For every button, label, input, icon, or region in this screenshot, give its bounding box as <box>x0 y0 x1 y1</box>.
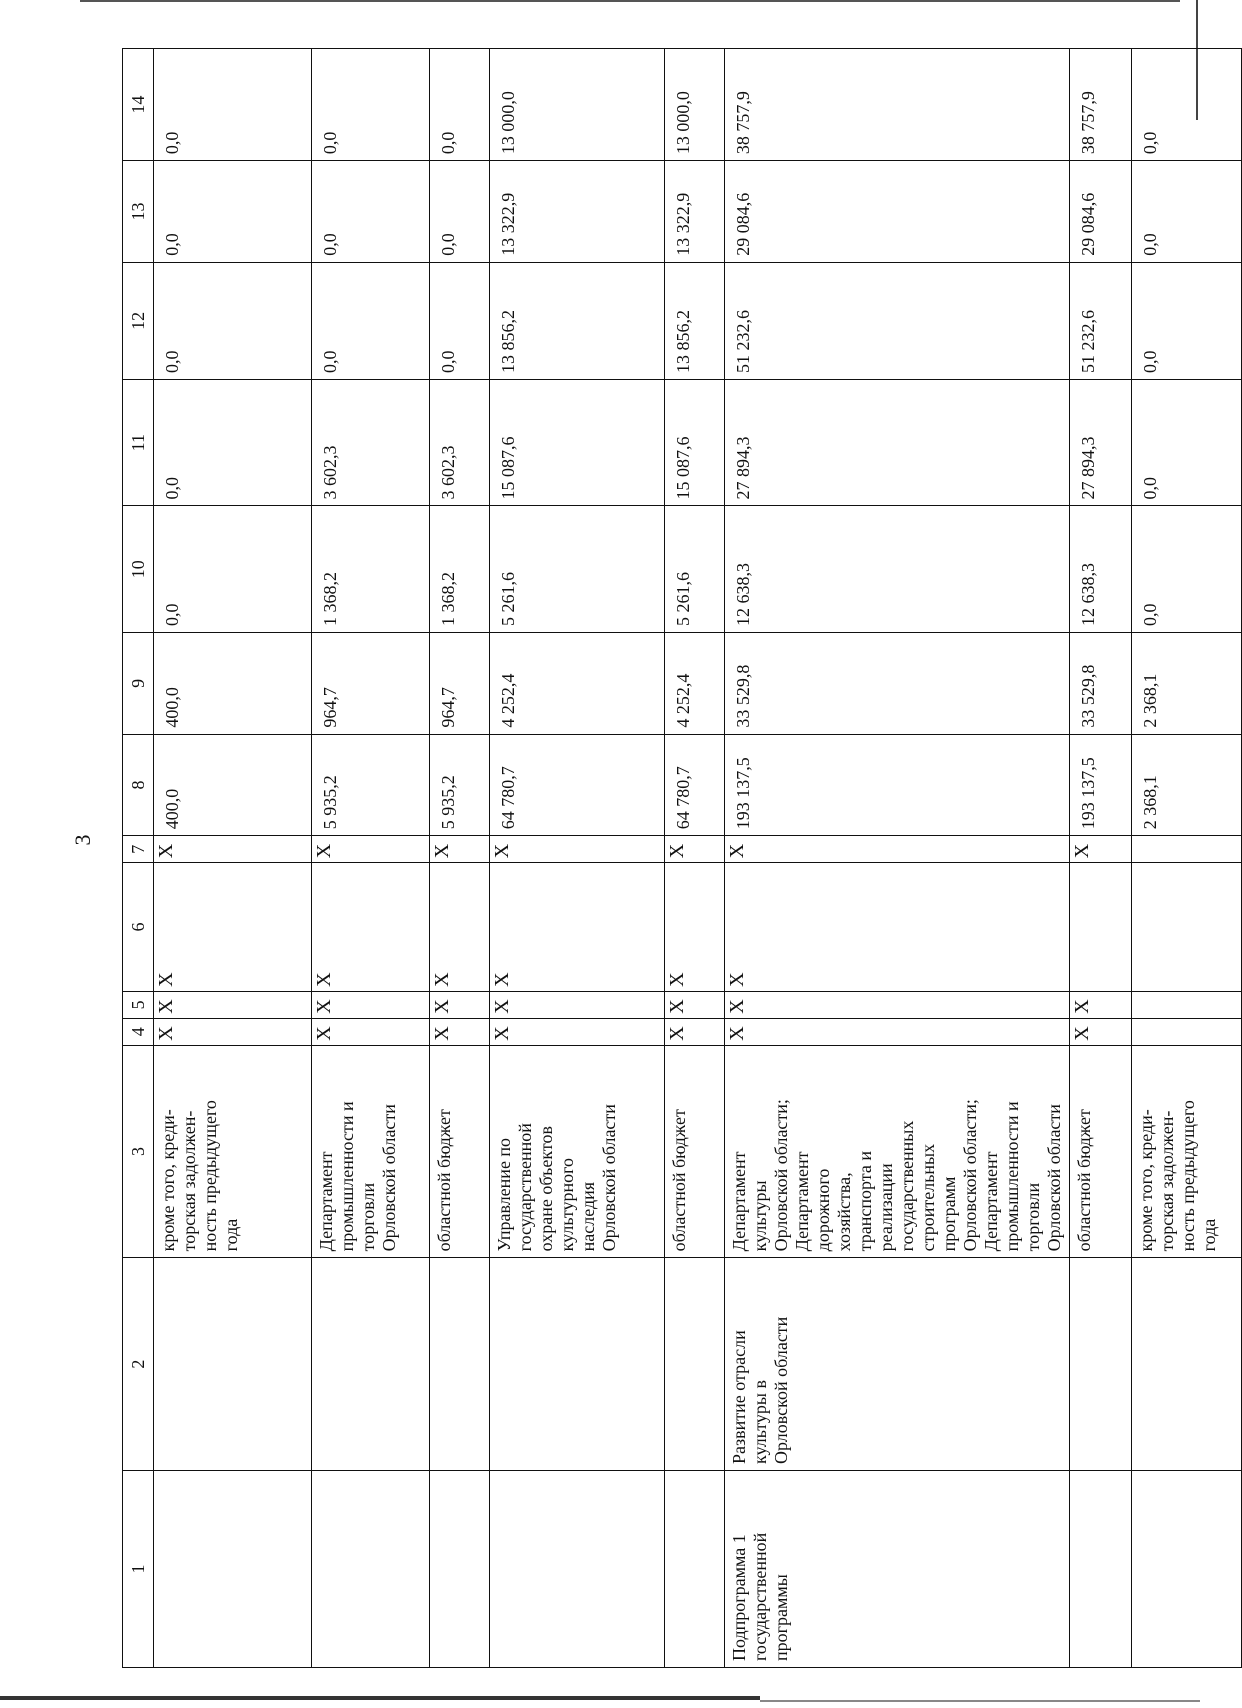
table-cell-col-8: 5 935,2 <box>312 734 430 836</box>
table-cell-col-5: X <box>725 991 1070 1018</box>
table-cell-col-5 <box>1132 991 1242 1018</box>
table-cell-col-4: X <box>312 1018 430 1045</box>
table-cell-col-6: X <box>665 863 725 992</box>
column-header-4: 4 <box>123 1018 154 1045</box>
table-cell-col-9: 33 529,8 <box>725 633 1070 735</box>
column-header-13: 13 <box>123 161 154 263</box>
table-cell-col-1 <box>430 1470 490 1667</box>
table-cell-col-10: 12 638,3 <box>1070 506 1132 633</box>
column-header-14: 14 <box>123 49 154 161</box>
column-header-8: 8 <box>123 734 154 836</box>
table-cell-col-3: Департамент культуры Орловской области; Департамент дорожного хозяйства, транспорта и реализации государственных строительных программ Орловской области; Департамент промышленности и торговли Орловской области <box>725 1045 1070 1258</box>
table-cell-col-2 <box>154 1258 312 1471</box>
table-cell-col-1 <box>1070 1470 1132 1667</box>
table-cell-col-6: X <box>490 863 665 992</box>
table-cell-col-6: X <box>154 863 312 992</box>
table-cell-col-7 <box>1132 836 1242 863</box>
table-cell-col-8: 64 780,7 <box>490 734 665 836</box>
page-number: 3 <box>70 834 95 846</box>
table-cell-col-5: X <box>154 991 312 1018</box>
table-cell-col-13: 0,0 <box>430 161 490 263</box>
table-row <box>725 49 1070 1668</box>
table-cell-col-2 <box>430 1258 490 1471</box>
table-cell-col-13: 29 084,6 <box>1070 161 1132 263</box>
table-cell-col-11: 15 087,6 <box>665 379 725 506</box>
column-header-11: 11 <box>123 379 154 506</box>
table-cell-col-8: 64 780,7 <box>665 734 725 836</box>
table-cell-col-14: 13 000,0 <box>665 49 725 161</box>
table-cell-col-3: областной бюджет <box>430 1045 490 1258</box>
table-row <box>1070 49 1132 1668</box>
table-cell-col-1 <box>312 1470 430 1667</box>
table-cell-col-3: кроме того, креди- торская задолжен- ность предыдущего года <box>154 1045 312 1258</box>
table-cell-col-10: 1 368,2 <box>312 506 430 633</box>
table-cell-col-13: 29 084,6 <box>725 161 1070 263</box>
table-cell-col-13: 0,0 <box>312 161 430 263</box>
table-cell-col-8: 400,0 <box>154 734 312 836</box>
table-cell-col-2 <box>490 1258 665 1471</box>
table-cell-col-10: 5 261,6 <box>490 506 665 633</box>
table-cell-col-11: 0,0 <box>1132 379 1242 506</box>
column-header-10: 10 <box>123 506 154 633</box>
table-cell-col-4: X <box>154 1018 312 1045</box>
column-header-12: 12 <box>123 262 154 379</box>
table-cell-col-8: 193 137,5 <box>1070 734 1132 836</box>
column-header-6: 6 <box>123 863 154 992</box>
table-cell-col-4: X <box>665 1018 725 1045</box>
table-cell-col-9: 4 252,4 <box>490 633 665 735</box>
table-row <box>154 49 312 1668</box>
table-cell-col-14: 0,0 <box>312 49 430 161</box>
table-cell-col-12: 13 856,2 <box>665 262 725 379</box>
table-header-row <box>123 49 154 1668</box>
table-cell-col-9: 964,7 <box>430 633 490 735</box>
table-cell-col-3: областной бюджет <box>1070 1045 1132 1258</box>
table-cell-col-3: Департамент промышленности и торговли Орловской области <box>312 1045 430 1258</box>
table-cell-col-11: 27 894,3 <box>1070 379 1132 506</box>
table-cell-col-10: 12 638,3 <box>725 506 1070 633</box>
table-cell-col-13: 13 322,9 <box>665 161 725 263</box>
table-cell-col-5: X <box>665 991 725 1018</box>
table-cell-col-2 <box>312 1258 430 1471</box>
table-cell-col-9: 2 368,1 <box>1132 633 1242 735</box>
table-cell-col-5: X <box>312 991 430 1018</box>
table-cell-col-7: X <box>490 836 665 863</box>
table-cell-col-3: областной бюджет <box>665 1045 725 1258</box>
column-header-3: 3 <box>123 1045 154 1258</box>
table-cell-col-12: 51 232,6 <box>725 262 1070 379</box>
table-row <box>312 49 430 1668</box>
table-cell-col-10: 1 368,2 <box>430 506 490 633</box>
table-cell-col-6: X <box>312 863 430 992</box>
table-cell-col-14: 0,0 <box>1132 49 1242 161</box>
table-cell-col-4: X <box>430 1018 490 1045</box>
column-header-9: 9 <box>123 633 154 735</box>
table-cell-col-1 <box>665 1470 725 1667</box>
table-cell-col-2 <box>665 1258 725 1471</box>
column-header-2: 2 <box>123 1258 154 1471</box>
table-cell-col-11: 0,0 <box>154 379 312 506</box>
table-cell-col-4: X <box>490 1018 665 1045</box>
table-cell-col-11: 3 602,3 <box>312 379 430 506</box>
budget-table-wrapper <box>122 48 1219 1668</box>
column-header-1: 1 <box>123 1470 154 1667</box>
table-cell-col-12: 0,0 <box>312 262 430 379</box>
table-cell-col-4: X <box>725 1018 1070 1045</box>
table-cell-col-7: X <box>430 836 490 863</box>
table-cell-col-7: X <box>154 836 312 863</box>
table-cell-col-12: 13 856,2 <box>490 262 665 379</box>
table-cell-col-13: 13 322,9 <box>490 161 665 263</box>
table-cell-col-7: X <box>312 836 430 863</box>
table-cell-col-10: 0,0 <box>1132 506 1242 633</box>
table-cell-col-12: 51 232,6 <box>1070 262 1132 379</box>
table-cell-col-5: X <box>1070 991 1132 1018</box>
table-cell-col-9: 964,7 <box>312 633 430 735</box>
table-row <box>665 49 725 1668</box>
table-row <box>1132 49 1242 1668</box>
table-cell-col-6 <box>1070 863 1132 992</box>
table-cell-col-11: 27 894,3 <box>725 379 1070 506</box>
table-cell-col-2: Развитие отрасли культуры в Орловской области <box>725 1258 1070 1471</box>
table-cell-col-11: 15 087,6 <box>490 379 665 506</box>
table-cell-col-9: 400,0 <box>154 633 312 735</box>
table-cell-col-8: 5 935,2 <box>430 734 490 836</box>
table-cell-col-2 <box>1132 1258 1242 1471</box>
table-cell-col-14: 0,0 <box>154 49 312 161</box>
column-header-7: 7 <box>123 836 154 863</box>
scan-edge-bottom <box>0 1696 760 1700</box>
table-cell-col-6 <box>1132 863 1242 992</box>
table-row <box>490 49 665 1668</box>
table-cell-col-12: 0,0 <box>154 262 312 379</box>
table-cell-col-7: X <box>1070 836 1132 863</box>
table-cell-col-11: 3 602,3 <box>430 379 490 506</box>
table-cell-col-3: Управление по государственной охране объектов культурного наследия Орловской области <box>490 1045 665 1258</box>
table-cell-col-7: X <box>665 836 725 863</box>
table-cell-col-1: Подпрограмма 1 государственной программы <box>725 1470 1070 1667</box>
table-cell-col-2 <box>1070 1258 1132 1471</box>
table-body <box>154 49 1242 1668</box>
table-cell-col-6: X <box>725 863 1070 992</box>
table-cell-col-8: 2 368,1 <box>1132 734 1242 836</box>
table-cell-col-9: 4 252,4 <box>665 633 725 735</box>
table-cell-col-9: 33 529,8 <box>1070 633 1132 735</box>
table-cell-col-8: 193 137,5 <box>725 734 1070 836</box>
table-cell-col-13: 0,0 <box>154 161 312 263</box>
table-cell-col-14: 38 757,9 <box>1070 49 1132 161</box>
table-cell-col-14: 0,0 <box>430 49 490 161</box>
table-cell-col-12: 0,0 <box>430 262 490 379</box>
table-cell-col-1 <box>154 1470 312 1667</box>
table-row <box>430 49 490 1668</box>
table-cell-col-10: 0,0 <box>154 506 312 633</box>
budget-table <box>122 48 1242 1668</box>
table-cell-col-4 <box>1132 1018 1242 1045</box>
table-cell-col-1 <box>490 1470 665 1667</box>
table-cell-col-5: X <box>490 991 665 1018</box>
table-cell-col-13: 0,0 <box>1132 161 1242 263</box>
table-cell-col-6: X <box>430 863 490 992</box>
table-cell-col-3: кроме того, креди- торская задолжен- ность предыдущего года <box>1132 1045 1242 1258</box>
table-cell-col-4: X <box>1070 1018 1132 1045</box>
table-cell-col-12: 0,0 <box>1132 262 1242 379</box>
table-cell-col-14: 13 000,0 <box>490 49 665 161</box>
table-cell-col-5: X <box>430 991 490 1018</box>
scan-edge-bottom-thin <box>760 1700 1200 1702</box>
table-cell-col-10: 5 261,6 <box>665 506 725 633</box>
table-cell-col-7: X <box>725 836 1070 863</box>
column-header-5: 5 <box>123 991 154 1018</box>
scan-edge-top <box>80 0 1180 2</box>
table-cell-col-1 <box>1132 1470 1242 1667</box>
table-cell-col-14: 38 757,9 <box>725 49 1070 161</box>
